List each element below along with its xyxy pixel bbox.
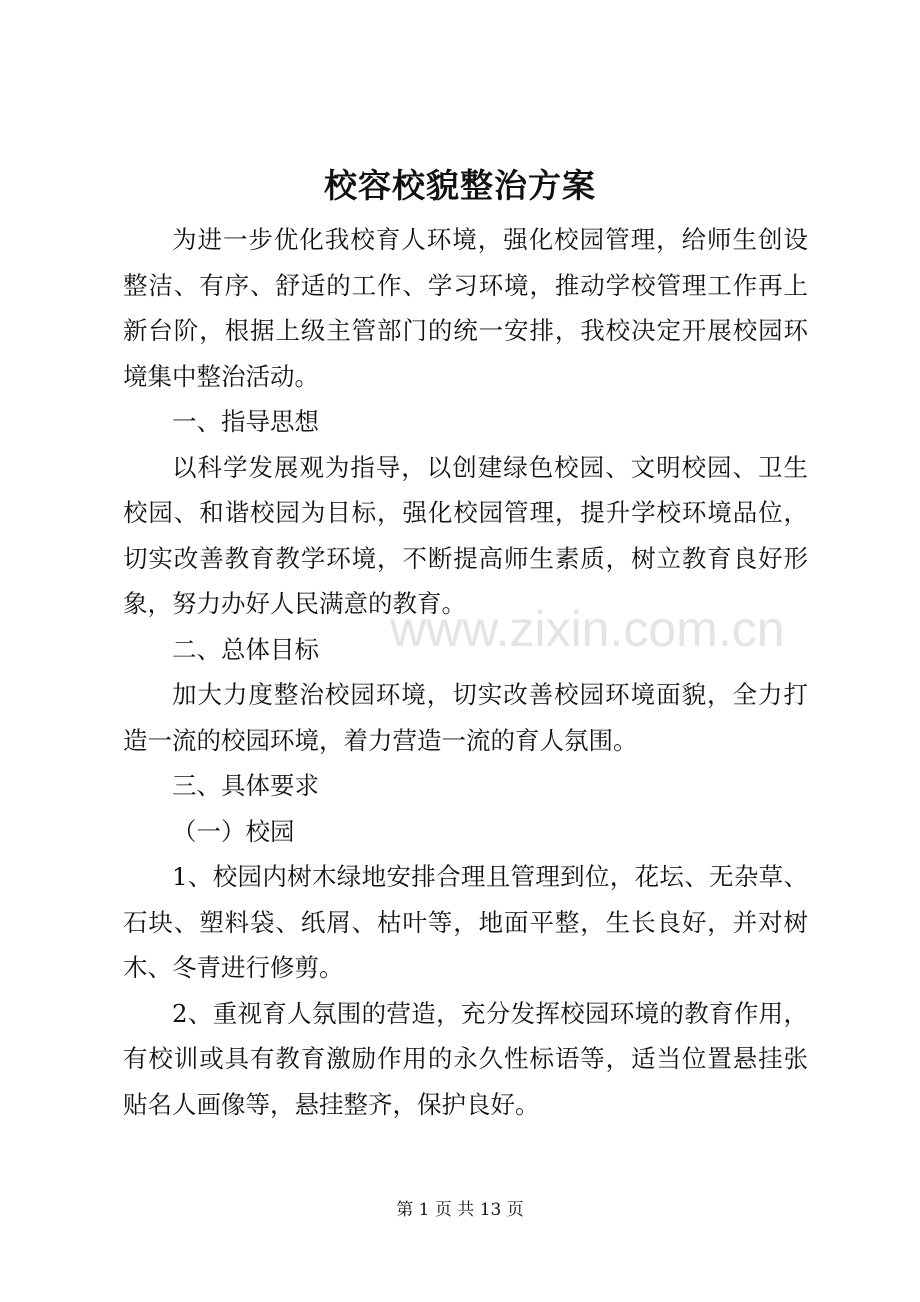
requirement-item-2: 2、重视育人氛围的营造，充分发挥校园环境的教育作用，有校训或具有教育激励作用的永久性标语等，适当位置悬挂张贴名人画像等，悬挂整齐，保护良好。 <box>123 998 808 1119</box>
section-heading-overall-goal: 二、总体目标 <box>172 634 319 664</box>
requirement-item-1: 1、校园内树木绿地安排合理且管理到位，花坛、无杂草、石块、塑料袋、纸屑、枯叶等，地面平整，生长良好，并对树木、冬青进行修剪。 <box>123 862 808 982</box>
document-title: 校容校貌整治方案 <box>324 166 596 205</box>
overall-goal-paragraph: 加大力度整治校园环境，切实改善校园环境面貌，全力打造一流的校园环境，着力营造一流的育人氛围。 <box>123 680 808 755</box>
document-body <box>123 217 808 1127</box>
intro-paragraph: 为进一步优化我校育人环境，强化校园管理，给师生创设整洁、有序、舒适的工作、学习环境，推动学校管理工作再上新台阶，根据上级主管部门的统一安排，我校决定开展校园环境集中整治活动。 <box>123 225 808 391</box>
section-heading-guiding-ideology: 一、指导思想 <box>172 407 319 436</box>
watermark: www.zixin.com.cn <box>390 601 785 657</box>
page-footer: 第 1 页 共 13 页 <box>396 1200 524 1220</box>
guiding-ideology-paragraph: 以科学发展观为指导，以创建绿色校园、文明校园、卫生校园、和谐校园为目标，强化校园管理，提升学校环境品位，切实改善教育教学环境，不断提高师生素质，树立教育良好形象，努力办好人民满意的教育。 <box>123 452 808 618</box>
subsection-heading-campus: （一）校园 <box>172 816 295 846</box>
section-heading-specific-requirements: 三、具体要求 <box>172 771 319 800</box>
